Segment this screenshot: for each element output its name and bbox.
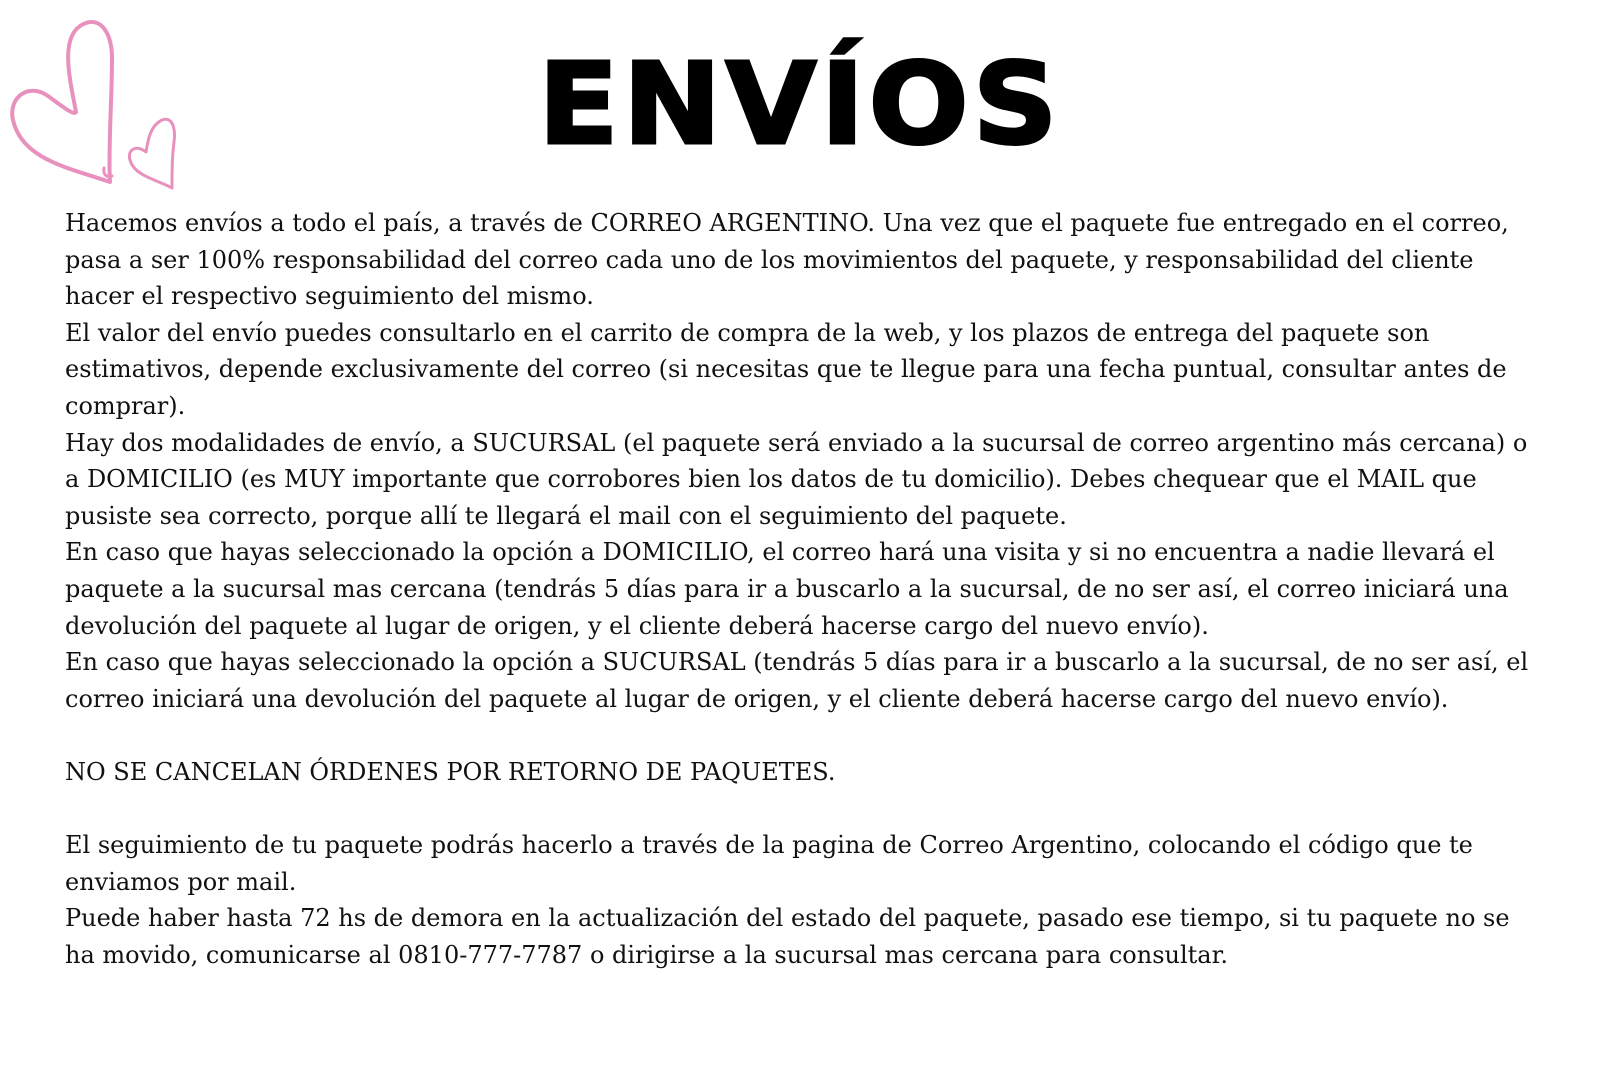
home-delivery-paragraph: En caso que hayas seleccionado la opción a DOMICILIO, el correo hará una visita y si no encuentra a nadie llevará el paquete a la sucursal mas cercana (tendrás 5 días para ir a buscarlo a la sucursal, de no ser así, el correo iniciará una devolución del paquete al lugar de origen, y el cliente deberá hacerse cargo del nuevo envío). <box>65 538 1509 640</box>
delay-contact-paragraph: Puede haber hasta 72 hs de demora en la actualización del estado del paquete, pasado ese tiempo, si tu paquete no se ha movido, comunicarse al 0810-777-7787 o dirigirse a la sucursal mas cercana para consultar. <box>65 904 1510 969</box>
shipping-info-body <box>65 205 1545 973</box>
shipping-coverage-paragraph: Hacemos envíos a todo el país, a través de CORREO ARGENTINO. Una vez que el paquete fue entregado en el correo, pasa a ser 100% responsabilidad del correo cada uno de los movimientos del paquete, y responsabilidad del cliente hacer el respectivo seguimiento del mismo. <box>65 209 1509 311</box>
spacer <box>65 717 1545 754</box>
branch-delivery-paragraph: En caso que hayas seleccionado la opción a SUCURSAL (tendrás 5 días para ir a buscarlo a la sucursal, de no ser así, el correo iniciará una devolución del paquete al lugar de origen, y el cliente deberá hacerse cargo del nuevo envío). <box>65 648 1529 713</box>
shipping-modes-paragraph: Hay dos modalidades de envío, a SUCURSAL (el paquete será enviado a la sucursal de correo argentino más cercana) o a DOMICILIO (es MUY importante que corrobores bien los datos de tu domicilio). Debes chequear que el MAIL que pusiste sea correcto, porque allí te llegará el mail con el seguimiento del paquete. <box>65 428 1528 530</box>
tracking-paragraph: El seguimiento de tu paquete podrás hacerlo a través de la pagina de Correo Argentino, colocando el código que te enviamos por mail. <box>65 831 1473 896</box>
shipping-cost-paragraph: El valor del envío puedes consultarlo en el carrito de compra de la web, y los plazos de entrega del paquete son estimativos, depende exclusivamente del correo (si necesitas que te llegue para una fecha puntual, consultar antes de comprar). <box>65 318 1507 420</box>
page-title: ENVÍOS <box>538 40 1062 170</box>
spacer <box>65 791 1545 828</box>
no-cancel-notice: NO SE CANCELAN ÓRDENES POR RETORNO DE PAQUETES. <box>65 757 836 786</box>
